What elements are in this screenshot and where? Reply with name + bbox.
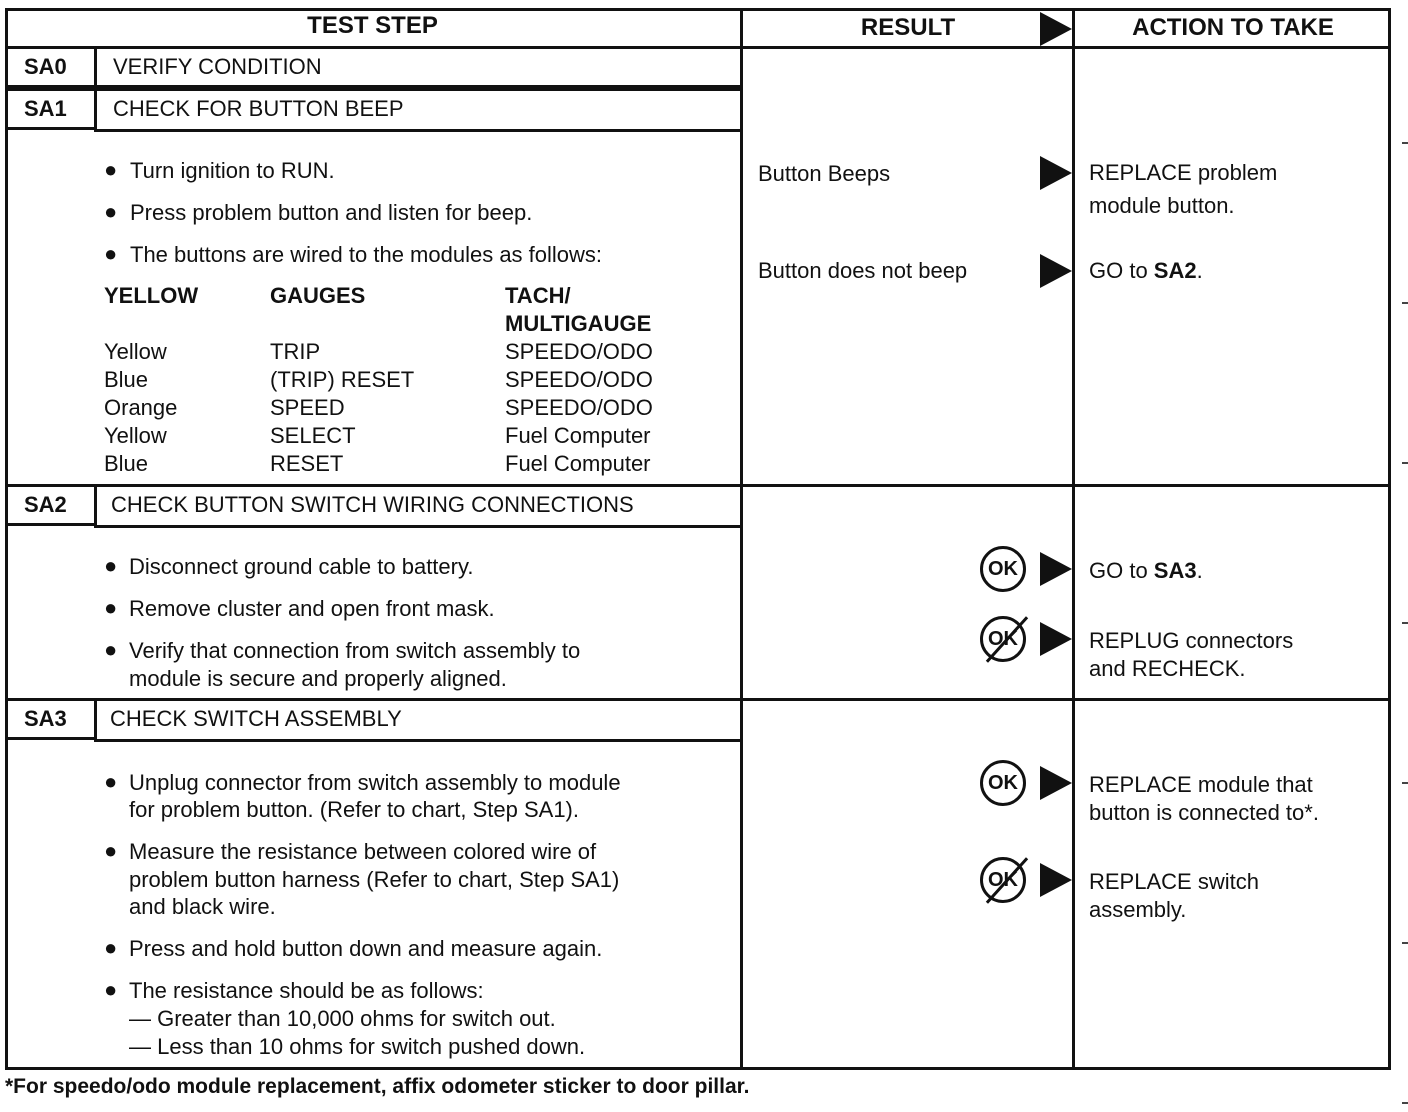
sa3-bullet-2-line2: problem button harness (Refer to chart, Step SA1) <box>129 867 620 892</box>
wire-table-cell: SPEEDO/ODO <box>505 339 653 364</box>
step-id-sa3: SA3 <box>24 706 67 731</box>
wire-table-cell: Orange <box>104 395 178 420</box>
wire-table-header-multigauge: MULTIGAUGE <box>505 311 652 336</box>
wire-table-header-color: YELLOW <box>104 283 199 308</box>
bullet-icon: ● <box>104 838 118 863</box>
margin-tick <box>1402 1102 1408 1104</box>
wire-table-cell: SPEEDO/ODO <box>505 367 653 392</box>
step-id-sa0: SA0 <box>24 54 67 79</box>
not-ok-icon: OK <box>980 857 1026 903</box>
header-action: ACTION TO TAKE <box>1132 14 1334 41</box>
margin-tick <box>1402 462 1408 464</box>
sa3-bullet-4-line3: — Less than 10 ohms for switch pushed down. <box>129 1034 586 1059</box>
divider-result <box>740 8 743 1070</box>
sa2-action-2-line1: REPLUG connectors <box>1089 628 1294 653</box>
bullet-icon: ● <box>104 769 118 794</box>
bullet-icon: ● <box>104 553 118 578</box>
sa1-action-1-line1: REPLACE problem <box>1089 160 1278 185</box>
sa1-action-2: GO to SA2. <box>1089 258 1203 283</box>
sa3-action-1-line2: button is connected to*. <box>1089 800 1319 825</box>
ok-icon: OK <box>980 760 1026 806</box>
wire-table-header-tach: TACH/ <box>505 283 571 308</box>
wire-table-cell: Fuel Computer <box>505 423 651 448</box>
footnote: *For speedo/odo module replacement, affix odometer sticker to door pillar. <box>5 1075 750 1098</box>
ok-icon: OK <box>980 546 1026 592</box>
header-result: RESULT <box>860 14 956 41</box>
bullet-icon: ● <box>104 935 118 960</box>
sa1-bullet-1: Turn ignition to RUN. <box>130 158 335 183</box>
sa2-action-2-line2: and RECHECK. <box>1089 656 1246 681</box>
arrow-icon <box>1040 552 1072 586</box>
arrow-icon <box>1040 156 1072 190</box>
sa2-action-1: GO to SA3. <box>1089 558 1203 583</box>
wire-table-cell: SPEED <box>270 395 345 420</box>
wire-table-cell: SPEEDO/ODO <box>505 395 653 420</box>
wire-table-cell: Yellow <box>104 339 167 364</box>
sa3-bullet-4-line1: The resistance should be as follows: <box>129 978 484 1003</box>
header-test-step: TEST STEP <box>307 12 438 39</box>
arrow-icon <box>1040 622 1072 656</box>
wire-table-cell: Blue <box>104 451 149 476</box>
not-ok-icon: OK <box>980 616 1026 662</box>
margin-tick <box>1402 142 1408 144</box>
wire-table-header-gauges: GAUGES <box>270 283 366 308</box>
step-id-sa2: SA2 <box>24 492 67 517</box>
sa2-bullet-2: Remove cluster and open front mask. <box>129 596 495 621</box>
bullet-icon: ● <box>104 199 118 224</box>
margin-tick <box>1402 302 1408 304</box>
step-title-sa3: CHECK SWITCH ASSEMBLY <box>110 706 402 731</box>
header-arrow-icon <box>1040 12 1072 46</box>
sa1-bullet-2: Press problem button and listen for beep. <box>130 200 533 225</box>
margin-tick <box>1402 622 1408 624</box>
sa3-action-1-line1: REPLACE module that <box>1089 772 1313 797</box>
sa3-bullet-2-line3: and black wire. <box>129 894 276 919</box>
margin-tick <box>1402 782 1408 784</box>
bullet-icon: ● <box>104 241 118 266</box>
sa1-result-2: Button does not beep <box>758 258 968 283</box>
step-id-sa1: SA1 <box>24 96 67 121</box>
wire-table-cell: Fuel Computer <box>505 451 651 476</box>
bullet-icon: ● <box>104 157 118 182</box>
bullet-icon: ● <box>104 637 118 662</box>
sa1-bullet-3: The buttons are wired to the modules as follows: <box>130 242 603 267</box>
sa3-bullet-3: Press and hold button down and measure again. <box>129 936 603 961</box>
sa1-action-1-line2: module button. <box>1089 193 1235 218</box>
divider-action <box>1072 8 1075 1070</box>
step-title-sa1: CHECK FOR BUTTON BEEP <box>113 96 404 121</box>
sa2-bullet-3-line1: Verify that connection from switch assembly to <box>129 638 581 663</box>
sa3-bullet-1-line1: Unplug connector from switch assembly to module <box>129 770 621 795</box>
sa3-action-2-line1: REPLACE switch <box>1089 869 1259 894</box>
sa2-bullet-3-line2: module is secure and properly aligned. <box>129 666 507 691</box>
wire-table-cell: Blue <box>104 367 149 392</box>
step-title-sa2: CHECK BUTTON SWITCH WIRING CONNECTIONS <box>111 492 634 517</box>
arrow-icon <box>1040 863 1072 897</box>
wire-table-cell: (TRIP) RESET <box>270 367 415 392</box>
sa3-bullet-4-line2: — Greater than 10,000 ohms for switch out. <box>129 1006 556 1031</box>
margin-tick <box>1402 942 1408 944</box>
wire-table-cell: Yellow <box>104 423 167 448</box>
bullet-icon: ● <box>104 977 118 1002</box>
arrow-icon <box>1040 766 1072 800</box>
sa3-bullet-2-line1: Measure the resistance between colored wire of <box>129 839 597 864</box>
sa2-bullet-1: Disconnect ground cable to battery. <box>129 554 474 579</box>
step-title-sa0: VERIFY CONDITION <box>113 54 322 79</box>
wire-table-cell: SELECT <box>270 423 356 448</box>
bullet-icon: ● <box>104 595 118 620</box>
wire-table-cell: RESET <box>270 451 344 476</box>
sa1-result-1: Button Beeps <box>758 161 891 186</box>
wire-table-cell: TRIP <box>270 339 321 364</box>
sa3-action-2-line2: assembly. <box>1089 897 1187 922</box>
sa3-bullet-1-line2: for problem button. (Refer to chart, Step SA1). <box>129 797 579 822</box>
arrow-icon <box>1040 254 1072 288</box>
